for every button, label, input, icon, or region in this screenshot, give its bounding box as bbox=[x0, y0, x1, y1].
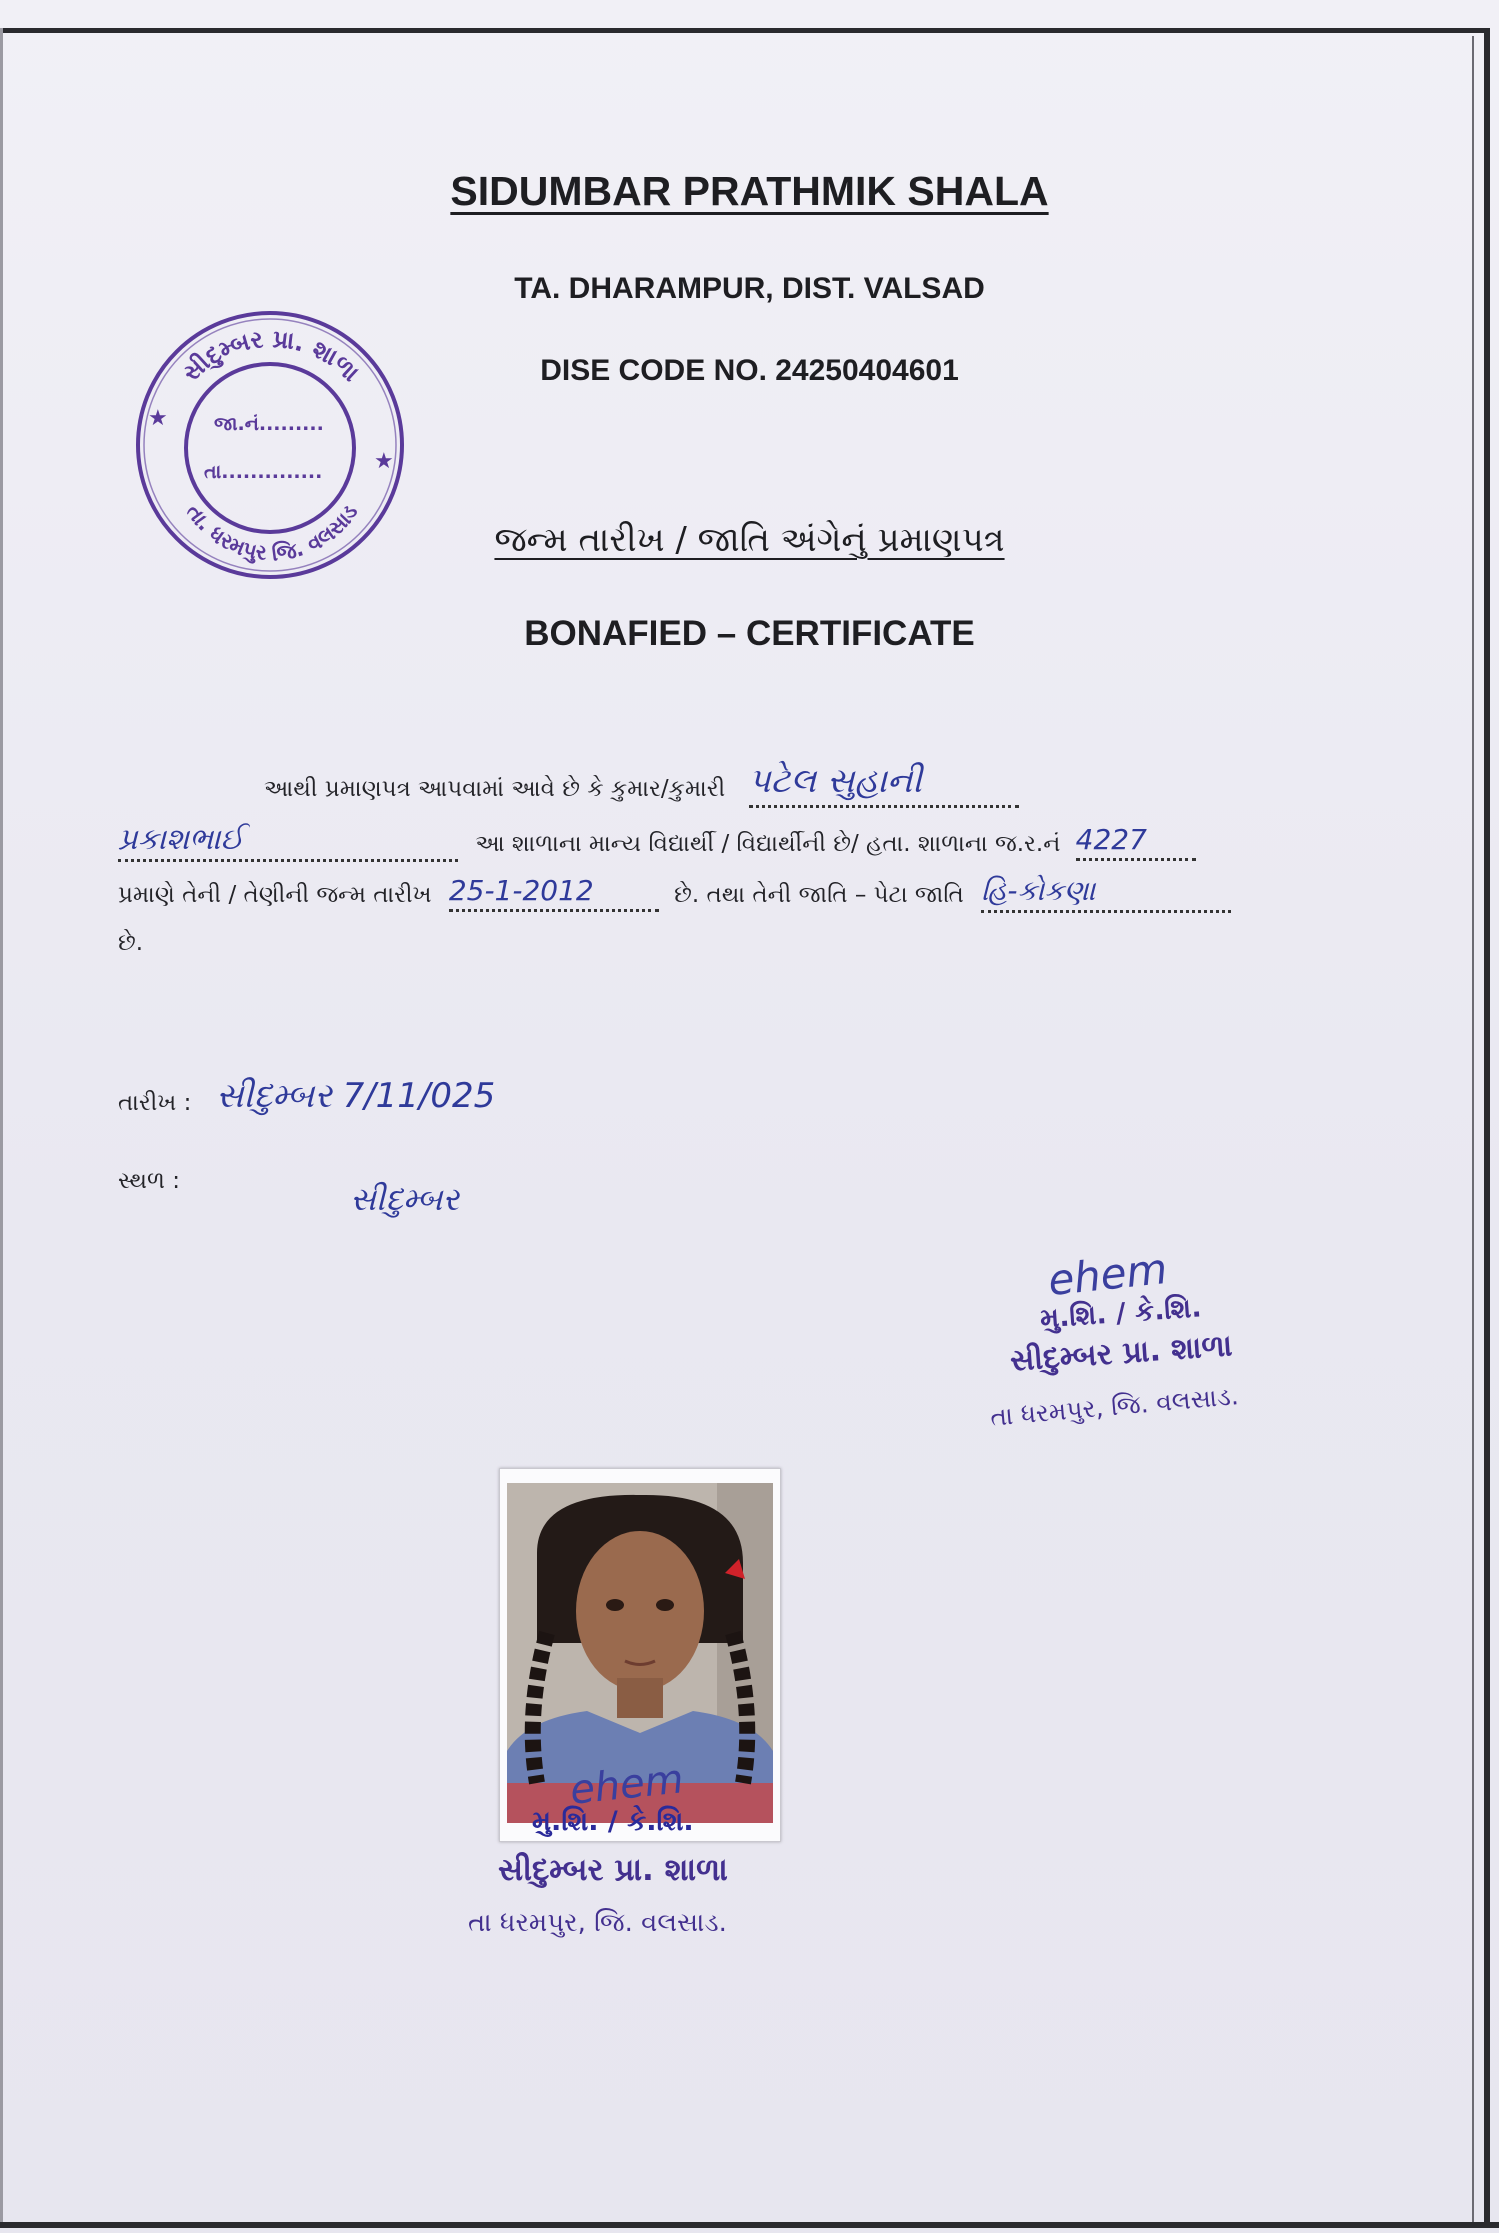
photo-signature: ehem bbox=[567, 1756, 686, 1814]
intro-text: આથી પ્રમાણપત્ર આપવામાં આવે છે કે કુમાર/કુમારી bbox=[264, 776, 726, 802]
register-no-value: 4227 bbox=[1075, 823, 1147, 856]
dise-code: DISE CODE NO. 24250404601 bbox=[540, 354, 959, 387]
seal-photo-line-3: તા ધરમપુર, જિ. વલસાડ. bbox=[468, 1908, 727, 1938]
stamp-line-2: તા.............. bbox=[204, 461, 323, 483]
stamp-top-text: સીદુમ્બર પ્રા. શાળા bbox=[177, 324, 365, 388]
line3-mid: છે. તથા તેની જાતિ – પેટા જાતિ bbox=[674, 882, 964, 908]
stamp-bottom-text: તા. ધરમપુર જિ. વલસાડ bbox=[181, 499, 363, 566]
student-name-value: પટેલ સુહાની bbox=[748, 761, 923, 801]
border-top bbox=[0, 28, 1490, 33]
stamp-star-left: ★ bbox=[148, 406, 168, 431]
date-value: સીદુમ્બર 7/11/025 bbox=[216, 1076, 496, 1116]
birth-date-value: 25-1-2012 bbox=[448, 874, 594, 907]
certificate-line-1 bbox=[264, 761, 1019, 808]
caste-field bbox=[981, 876, 1231, 913]
certificate-line-4: છે. bbox=[118, 930, 144, 956]
school-address: TA. DHARAMPUR, DIST. VALSAD bbox=[514, 272, 985, 305]
certificate-line-2 bbox=[118, 824, 1196, 862]
school-name: SIDUMBAR PRATHMIK SHALA bbox=[450, 168, 1049, 214]
seal-photo-line-2: સીદુમ્બર પ્રા. શાળા bbox=[498, 1852, 728, 1888]
father-name-value: પ્રકાશભાઈ bbox=[118, 822, 244, 857]
seal-right-line-2: સીદુમ્બર પ્રા. શાળા bbox=[1009, 1328, 1234, 1379]
seal-right-line-3: તા ધરમપુર, જિ. વલસાડ. bbox=[989, 1381, 1240, 1432]
seal-photo-line-1: મુ.શિ. / કે.શિ. bbox=[532, 1806, 694, 1837]
student-name-field bbox=[748, 761, 1019, 808]
stamp-star-right: ★ bbox=[374, 449, 394, 474]
line3-prefix: પ્રમાણે તેની / તેણીની જન્મ તારીખ bbox=[118, 882, 432, 908]
caste-value: હિ-કોકણા bbox=[981, 874, 1096, 907]
certificate-line-3 bbox=[118, 876, 1231, 913]
stamp-line-1: જા.નં......... bbox=[214, 413, 324, 435]
place-label: સ્થળ : bbox=[118, 1168, 181, 1194]
date-label: તારીખ : bbox=[118, 1090, 192, 1116]
gujarati-certificate-title: જન્મ તારીખ / જાતિ અંગેનું પ્રમાણપત્ર bbox=[494, 520, 1005, 560]
seal-right-line-1: મુ.શિ. / કે.શિ. bbox=[1039, 1292, 1203, 1335]
headmaster-signature: ehem bbox=[1045, 1243, 1170, 1306]
svg-text:સીદુમ્બર પ્રા. શાળા bbox=[177, 325, 365, 388]
certificate-title: BONAFIED – CERTIFICATE bbox=[524, 614, 975, 653]
line2-text: આ શાળાના માન્ય વિદ્યાર્થી / વિદ્યાર્થીની છે/ હતા. શાળાના જ.ર.નં bbox=[475, 831, 1061, 857]
register-no-field bbox=[1076, 825, 1196, 861]
school-stamp bbox=[128, 300, 413, 585]
father-name-field bbox=[118, 824, 458, 862]
place-value: સીદુમ્બર bbox=[350, 1180, 459, 1218]
birth-date-field bbox=[449, 876, 659, 912]
border-bottom bbox=[0, 2222, 1499, 2228]
